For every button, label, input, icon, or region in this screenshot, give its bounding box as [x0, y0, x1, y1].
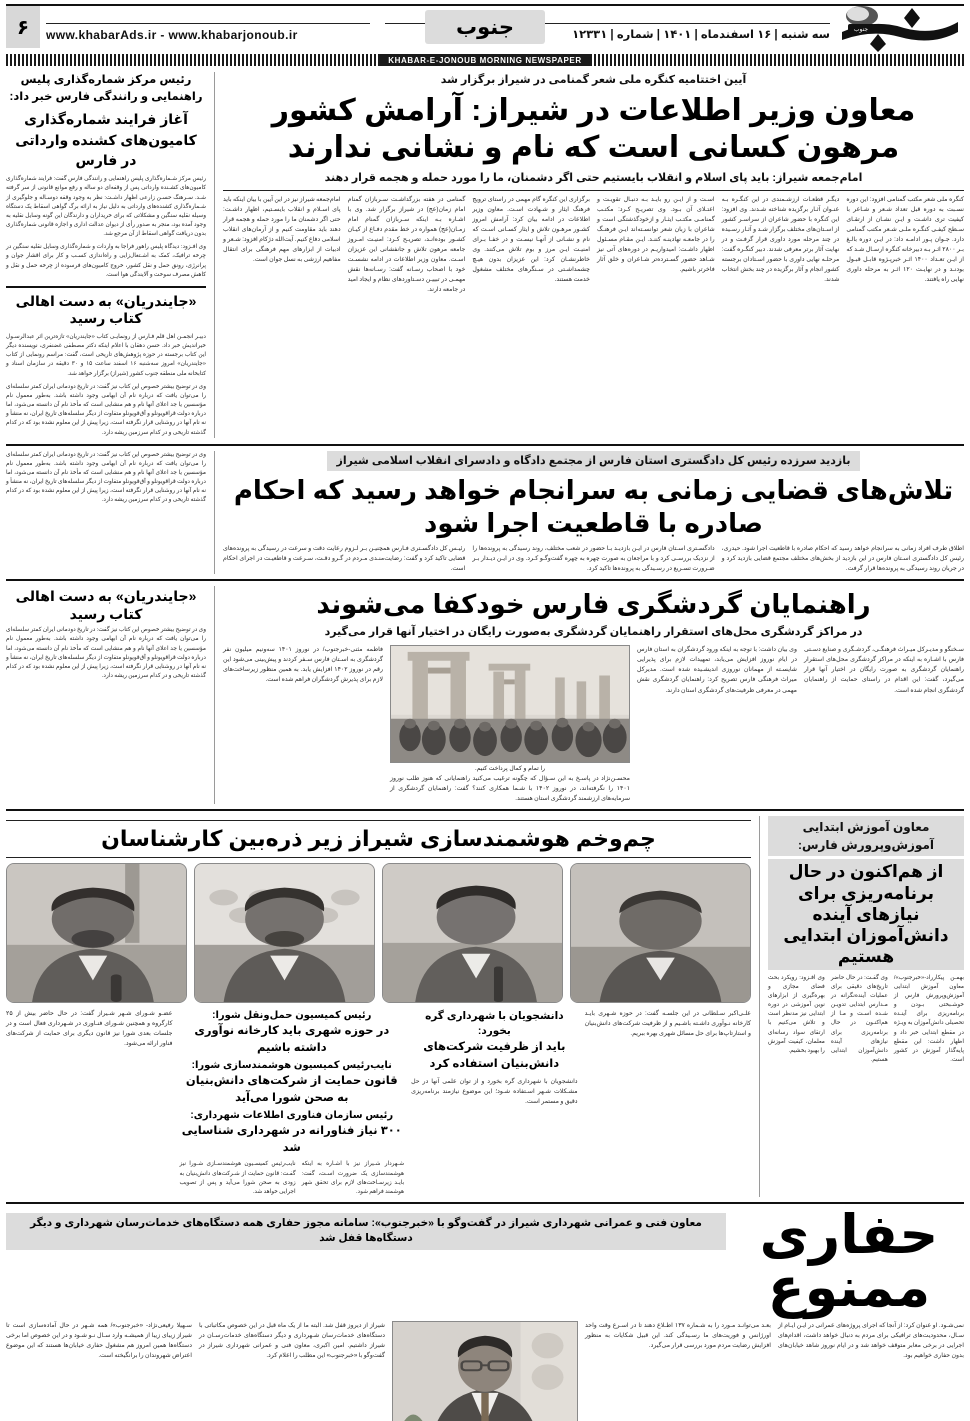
site-rule	[46, 23, 370, 24]
expert-portrait	[382, 863, 563, 1003]
judiciary-body-columns	[223, 544, 964, 574]
khabar-logo-icon	[834, 2, 964, 52]
section-title: جنوب	[425, 10, 545, 44]
lead-paragraph: امام‌جمعه شیراز نیز در این آیین با بیان اینکه باید پای اسـلام و انقلاب بایسـتیم، اظهار داشـت: حتی اگر دشمنان ما را مورد حمله و هجمه قرار دهند باید مقاومت کنیم و از آرمان‌های انقلاب اسلامی دفاع کنیم. آیت‌الله دژکام افزود: شـعر و ادبیات از ابزارهای مهم فرهنگی برای انتقال مفاهیم ارزشی به نسل جوان است.	[222, 196, 341, 264]
smartcity-paragraph: عضـو شـورای شـهر شـیراز گفت: در حال حاضر بیش از ۲۵ کارگروه و همچنین شـورای فنـاوری در شـهرداری فعال است و در جلسات بعدی شورا نیز قانون دیگری برای حمایت از شرکت‌های فناور ارائه می‌شود.	[6, 1009, 173, 1048]
english-strip-band	[6, 54, 964, 66]
smart-city-body-area	[6, 1009, 751, 1197]
smartcity-top-rule	[6, 820, 751, 821]
expert-portrait	[6, 863, 187, 1003]
tourism-paragraph: وی بیان داشت: با توجه به اینکه ورود گردشگران به استان فارس در ایام نوروز افزایش می‌یابد، تمهیدات لازم برای پذیرایی شایسـته از مهمانان نوروزی اندیشـیده شده است. مدیرکل میراث فرهنگی فارس تصریح کرد: راهنمایان گردشگری نقش مهمی در معرفی ظرفیت‌های گردشگری استان دارند.	[637, 646, 797, 694]
column-divider	[214, 586, 215, 804]
tourism-paragraph: سـخنگو و مدیـرکل میـراث فرهنگـی، گردشـگری و صنایع دسـتی فارس با اشـاره به اینکه در مراکز گردشگری محل‌های استقرار راهنمایان گردشگری به صورت رایگان در اختیار آنها قرار می‌گیرد، گفت: این اقدام در راستای حمایت از راهنمایان گردشگری انجام شده است.	[804, 646, 964, 694]
person-portrait-icon	[393, 1322, 577, 1421]
drilling-kicker: معاون فنی و عمرانی شهرداری شیراز در گفت‌وگو با «خبرجنوب»: سامانه مجوز حفاری همه دستگاه‌های خدمات‌رسان شهرداری و دیگر دستگاه‌ها قفل شد	[6, 1213, 726, 1249]
lead-body-columns	[223, 195, 964, 295]
persepolis-tourists-photo	[390, 645, 630, 763]
lead-kicker: آیین اختتامیه کنگره ملی شعر گمنامی در شیراز برگزار شد	[440, 74, 747, 86]
person-portrait-icon	[571, 864, 750, 1002]
center-box-line: رئیس سازمان فناوری اطلاعات شهرداری:	[190, 1109, 394, 1121]
drilling-big-word[interactable]: حفاری ممنوع	[759, 1205, 939, 1319]
education-paragraph: وی افـزود: رویکرد بحث فضای مجازی و بهره‌گیری از ابزارهای نوین آموزشی در دوره ابتدایی نیز مدنظر است و تلاش می‌کنیم با ارتقای سواد رسانه‌ای معلمان، کیفیت آموزش را بهبود بخشیم.	[768, 974, 825, 1054]
book-headline-2[interactable]: «جایندریان» به دست اهالی کتاب رسید	[15, 588, 197, 622]
drilling-section	[6, 1205, 964, 1421]
page-number: ۶	[6, 6, 40, 48]
tourism-subhead: در مراکز گردشگری محل‌های استقرار راهنمایان گردشگری به‌صورت رایگان در اختیار آنها قرار می‌گیرد	[324, 625, 863, 638]
smartcity-leftbox-line: دانشجویان با شهرداری گره بخورد:	[425, 1009, 564, 1038]
lead-paragraph: کنگره ملی شعر مکتب گمنامی افزود: این دوره نسـبت به دوره قبل تعداد شـعر و شـاعر با کیفیت تری داشـت و ایـن نشـان از ارتقـای سـطح کیفـی کنگـره ملـی شـعر مکتب گمنامی دارد. جـوان پـور ادامـه داد: در ایـن دوره بالـغ بـر ۲۸۰۰ اثـر بـه دبیرخانه کنگره ارسـال شـد که از ایـن تعـداد ۱۴۰۰ اثـر خبرپـژوه قابـل قبـول بودنـد و در نهایـت ۱۲۰ اثـر به مرحله داوری نهایی راه یافتند.	[846, 196, 964, 284]
drilling-paragraph: شیراز از دیروز قفل شد. البته ما از یک ماه قبل در این خصوص مکاتباتی با دستگاه‌های خدمات‌رسان شـهرداری و دیگر دستگاه‌های خدمات‌رسـان در شیراز داشتیم. امین اکبری، معاون فنی و عمرانی شهرداری شیراز در گفت‌وگو با «خبرجنوب» این مطلب را اعلام کرد.	[199, 1321, 385, 1360]
expert-portrait	[194, 863, 375, 1003]
book-headline[interactable]: «جایندریان» به دست اهالی کتاب رسید	[15, 292, 197, 327]
section-divider	[6, 809, 964, 811]
smartcity-bottom-rule	[6, 857, 751, 858]
education-kicker: معاون آموزش ابتدایی آموزش‌وپرورش فارس:	[768, 816, 964, 856]
smartcity-paragraph: نایب‌رئیس کمیسـیون هوشمندسـازی شـورا نیز گفـت: قانون حمایت از شـرکت‌های دانش‌بنیان به زودی به صحن شورا می‌آید و پس از تصویب اجرایی خواهد شد.	[179, 1161, 296, 1195]
smartcity-paragraph: علـی‌اکبر سـلطانی در این جلسـه گفت: در حوزه شـهری بایـد کارخانه نـوآوری داشـته باشـیم و از ظرفیت شرکت‌های دانش‌بنیان و استارتاپ‌ها برای حل مسائل شهری بهره ببریم.	[584, 1009, 751, 1038]
section-divider	[6, 579, 964, 581]
tourism-body-area	[223, 645, 964, 804]
expert-portraits-row	[6, 863, 751, 1003]
drilling-photo-column	[392, 1321, 578, 1421]
tourism-photo-caption: را تمام و کمال پرداخت کنیم.	[474, 766, 546, 773]
lead-headline[interactable]: معاون وزیر اطلاعات در شیراز: آرامش کشور مرهون کسانی است که نام و نشانی ندارند	[271, 93, 916, 164]
tourism-headline[interactable]: راهنمایان گردشگری فارس خودکفا می‌شوند	[316, 589, 871, 620]
tourism-photo-column	[390, 645, 630, 804]
trucks-paragraph: رئیس مرکز شـماره‌گذاری پلیس راهنمایی و رانندگی فارس گفت: فرایند شماره‌گذاری کامیون‌های کشـنده وارداتی پس از وقفه‌ای دو ساله و رفع موانع قانونی از سر گرفته شـد. سـرهنگ حسـن زارعی اظهار داشـت: نظر به وجود وقفه دوسـاله و جلوگیری از شـماره‌گذاری کشنده‌های وارداتی به دلیل نیاز به ارائه برگ گواهی اسقاط یک دستگاه وسیله نقلیه سنگین و مشکلاتی که برای خریداران و دارندگان این گونه وسایل نقلیه به وجود آمده بود، منجر به صدور رأی از دیوان عدالت اداری و اجازه قانونی شماره‌گذاری بدون دریافت گواهی اسقاط از آن مرجع شد.	[6, 176, 206, 238]
book-paragraph: وی در توضیح بیشتر خصوص این کتاب نیز گفت: در تاریخ دودمانی ایران کمتر سلسله‌ای را می‌توان یافت که درباره نام آن ابهامی وجود داشته باشد. به‌طور معمول نام مؤسسین یا جد اعلای آنها نام و هم منشایی است که مأخذ نام آن دانسته می‌شود، اما درباره دولت قراقویونلو و آق‌قویونلو متفاوت از دیگر سلسله‌های تاریخ ایران، نه منشأ و نه نام آنها در روشنایی قرار نگرفته است، زیرا پیش از این معلوم نشده بود که در کدام گذشته تاریخی و در کدام سرزمین ریشه دارد.	[6, 383, 206, 436]
tourism-paragraph: محسـن‌نژاد در پاسـخ به این سـؤال که چگونه ترغیب می‌کنید راهنمایانی که هنوز طلب نوروز ۱۴۰۱ را نگرفته‌اند، در نوروز ۱۴۰۲ با شـما همکاری کنند؟ گفت: راهنمایان گردشگری از سرمایه‌های ارزشمند گردشگری استان هستند.	[390, 775, 631, 803]
judiciary-kicker: بازدید سرزده رئیس کل دادگستری استان فارس از مجتمع دادگاه و دادسرای انقلاب اسلامی شیراز	[327, 451, 861, 472]
lead-paragraph: گمنامی در هفته بزرگداشـت سـربازان گمنام امام زمان(عج) در شیراز برگزار شد. وی با اشـاره بـه اینکه سـربازان گمنام امام زمـان(عج) همواره در خط مقدم دفـاع از کیـان کشـور بوده‌انـد، تصریـح کـرد: امنیـت امـروز جامعه مرهون تلاش و جانفشانی این عزیزان اسـت. معاون وزیر اطلاعات در ادامه نشسـت خود با اصحاب رسـانه گفت: رسـانه‌ها نقش مهمـی در تبییـن دسـتاوردهای نظام و ایجاد امید در جامعه دارند.	[347, 196, 466, 294]
drilling-paragraph: سـهیلا رفیعی‌نژاد- «خبرجنوب»/ همه شـهر در حال آماده‌سازی است تا شیراز زیبای زیبا از همیشـه وارد سـال نـو شـود و در این خصوص اما برخی دستگاه‌ها همین امروز هم مشغول حفاری خیابان‌ها هستند که این موضوع اعتراض شهروندان را برانگیخته است.	[6, 1321, 192, 1360]
center-box-line: نایب‌رئیس کمیسیون هوشمندسازی شورا:	[191, 1059, 392, 1071]
drilling-paragraph: بعـد می‌توانـد مـورد را به شـماره ۱۳۷ اطـلاع دهند تا در اسـرع وقت واحد اورژانس و فوریت‌های ما رسـیدگی کند. این قبیل شکایات به منظور افزایش رضایت مردم مورد بررسی قرار می‌گیرد.	[585, 1321, 771, 1350]
official-portrait-photo	[392, 1321, 578, 1421]
persepolis-ruins-illustration	[391, 646, 629, 762]
education-body-columns	[768, 974, 964, 1066]
lead-paragraph: برگزاری این کنگره گام مهمی در راستای ترویج فرهنگ ایثار و شـهادت اسـت. معاون وزیر اطلاعات در ادامه بیان کرد: آرامش امروز کشـور مرهـون تلاش و ایثار کسـانی اسـت که نام و نشـانی از آنهـا نیسـت و در خفـا بـرای امنیـت ایـن مرز و بوم تلاش می‌کنند. وی خاطرنشـان کرد: این عزیزان بدون هیـچ چشمداشـتی در سـنگرهای مختلف مشغول خدمت هستند.	[472, 196, 590, 284]
judiciary-kicker-wrap	[223, 451, 964, 472]
education-headline[interactable]: از هم‌اکنون در حال برنامه‌ریزی برای نیازهای آینده دانش‌آموزان ابتدایی هستیم	[768, 859, 964, 969]
lead-divider	[223, 190, 964, 191]
smartcity-left-box-column	[411, 1009, 577, 1197]
expert-portrait	[570, 863, 751, 1003]
drilling-paragraph: نمی‌شـود. او عنوان کرد: از آنجا که اجرای پروژه‌های عمرانی در ایـن ایـام از سـال، محدودیت‌های ترافیکی برای مردم به دنبال خواهد داشت، اقدام‌های اجرایی در برخی معابر متوقف خواهد شد و در ایام نوروز شاهد خیابان‌های بدون حفاری خواهیم بود.	[778, 1321, 964, 1360]
publication-date: سه شنبه | ۱۶ اسفندماه | ۱۴۰۱ | شماره | ۱۲۳۳۱	[572, 29, 830, 41]
education-paragraph: وی گفـت: در حال حاضر تاریخ‌های دقیقی برای عملیات آینده‌نگرانه در مـدارس ابتدایی تدویـن شـده اسـت و مـا از هم‌اکنـون در حال برنامه‌ریزی برای نیازهای آینده دانش‌آموزان ابتدایی هستیم.	[830, 974, 888, 1064]
tourism-paragraph: فاطمه مثنی‌-خبرجنوب/ در نوروز ۱۴۰۱ سه‌ونیم میلیون نفر گردشگری به اسـتان فارس سـفر کردند و پیش‌بینی می‌شود این رقم در نوروز ۱۴۰۲ افزایش یابد. به همین منظور زیرساخت‌های لازم برای پذیرش گردشگران فراهم شده است.	[223, 646, 384, 684]
smartcity-leftbox-line: باید از ظرفیت شرکت‌های دانش‌بنیان استفاده کرد	[423, 1041, 566, 1071]
center-box-body	[179, 1160, 404, 1197]
center-box-line: قانون حمایت از شرکت‌های دانش‌بنیان به صحن شورا می‌آید	[185, 1075, 398, 1104]
book-paragraph-2: وی در توضیح بیشتر خصوص این کتاب نیز گفت: در تاریخ دودمانی ایران کمتر سلسله‌ای را می‌توان یافت که درباره نام آن ابهامی وجود داشته باشد. به‌طور معمول نام مؤسسین یا جد اعلای آنها نام و هم منشایی است که مأخذ نام آن دانسته می‌شود، اما درباره دولت قراقویونلو و آق‌قویونلو متفاوت از دیگر سلسله‌های تاریخ ایران، نه منشأ و نه نام آنها در روشنایی قرار نگرفته است، زیرا پیش از این معلوم نشده بود که در کدام گذشته تاریخی و در کدام سرزمین ریشه دارد.	[6, 627, 206, 680]
masthead-top-rule	[6, 4, 964, 6]
sidebar-divider	[6, 286, 206, 288]
column-divider	[214, 72, 215, 438]
smart-city-headline[interactable]: چم‌وخم هوشمندسازی شیراز زیر ذره‌بین کارشناسان	[101, 826, 656, 852]
judiciary-paragraph: اطلاق طرف افراد زمانی به سرانجام خواهد رسید که احکام صادره با قاطعیت اجرا شود. حیدری، رئیس کل دادگستری اسـتان فارس در این بازدید از بخش‌های مختلف مجتمع قضایی بازدید کرد و در جریان روند رسیدگی به پرونده‌ها قرار گرفت.	[721, 545, 964, 573]
lead-paragraph: دیگـر قطعـات ارزشـمندی در این کنگـره بـه عنـوان آثـار برگزیده شناخته شـدند. وی افزود: این کنگره با حضور شاعران از سراسـر کشور از اسـتان‌های مختلف برگزار شـد و آثـار رسـیده در چند مرحله مورد داوری قرار گرفـت و در نهایت آثار برتر معرفی شدند. دبیر کنگـره گفت: مرحلـه نهایی داوری با حضور اسـتادان برجسته کشور انجام و آثار برگزیده در چند بخش انتخاب شدند.	[721, 196, 840, 284]
right-sidebar-book	[6, 586, 206, 804]
smartcity-center-box	[179, 1009, 404, 1197]
sidebar-continued-paragraph: وی در توضیح بیشتر خصوص این کتاب نیز گفت: در تاریخ دودمانی ایران کمتر سلسله‌ای را می‌توان یافت که درباره نام آن ابهامی وجود داشته باشد. به‌طور معمول نام مؤسسین یا جد اعلای آنها نام و هم منشایی است که مأخذ نام آن دانسته می‌شود، اما درباره دولت قراقویونلو و آق‌قویونلو متفاوت از دیگر سلسله‌های تاریخ ایران، نه منشأ و نه نام آنها در روشنایی قرار نگرفته است، زیرا پیش از این معلوم نشده بود که در کدام گذشته تاریخی و در کدام سرزمین ریشه دارد.	[6, 451, 206, 504]
person-portrait-icon	[383, 864, 562, 1002]
masthead	[0, 0, 970, 52]
education-column	[768, 816, 964, 1197]
svg-text:جنوب: جنوب	[853, 26, 869, 33]
lead-subhead: امام‌جمعه شیراز: باید پای اسلام و انقلاب بایستیم حتی اگر دشمنان، ما را مورد حمله و هجمه قرار دهند	[324, 171, 863, 184]
website-urls[interactable]: www.khabarAds.ir - www.khabarjonoub.ir	[46, 28, 298, 42]
judiciary-headline[interactable]: تلاش‌های قضایی زمانی به سرانجام خواهد رسید که احکام صادره با قاطعیت اجرا شود	[233, 475, 954, 538]
education-paragraph: بهمـن پیکارراد-«خبرجنوب»/معاون آموزش ابتدایی آموزش‌وپرورش فارس از خوشـبختی بـودن و برنامه‌ریزی برای آینـده تحصیلی دانش‌آموزان به ویـژه در مقطع ابتدایی خبر داد و اظهار داشت: این مقطع پایه‌گذار آموزش در کشور است.	[893, 974, 964, 1064]
drilling-body-area	[6, 1321, 964, 1421]
english-newspaper-name: KHABAR-E-JONOUB MORNING NEWSPAPER	[380, 54, 590, 66]
trucks-kicker: رئیس مرکز شماره‌گذاری پلیس راهنمایی و رانندگی فارس خبر داد:	[9, 74, 203, 103]
newspaper-logo	[834, 2, 964, 52]
center-box-line: ۳۰۰ نیاز فناورانه در شهرداری شناسایی شد	[181, 1125, 402, 1154]
center-box-line: در حوزه شهری باید کارخانه نوآوری داشته باشیم	[194, 1025, 390, 1055]
judiciary-paragraph: رئیـس کل دادگسـتری فـارس همچنیـن بـر لـزوم رعایت دقت و سرعت در رسیدگی به پرونده‌های قضایی تاکید کرد و گفت: رضایت‌منـدی مـردم در گـرو دقـت، سـرعت و قاطعیـت در اجرای احکام است.	[223, 545, 466, 573]
person-portrait-icon	[7, 864, 186, 1002]
person-portrait-icon	[195, 864, 374, 1002]
judiciary-paragraph: دادگسـتری اسـتان فارس در ایـن بازدیـد بـا حضور در شعب مختلف، روند رسیدگی به پرونده‌ها را از نزدیک بررسـی کرد و با مراجعان به صورت چهره به چهره گفت‌وگـو کـرد. وی در ایـن دیـدار بـر ضـرورت تسـریع در رسـیدگی به پرونده‌ها تاکید کرد.	[472, 545, 715, 573]
section-divider	[6, 1202, 964, 1204]
right-sidebar-continued	[6, 451, 206, 575]
smart-city-section	[6, 816, 751, 1197]
smartcity-paragraph: شـهردار شـیراز نیز با اشـاره به اینکه هوشمندسازی یک ضرورت اسـت، گفت: بایـد زیرسـاخت‌های لازم برای تحقق شهر هوشمند فراهم شود.	[301, 1161, 405, 1195]
right-sidebar	[6, 72, 206, 438]
smartcity-paragraph: دانشجویان با شهرداری گره بخورد و از توان علمی آنها در حل مشـکلات شـهر اسـتفاده شـود؛ این موضوع نیازمند برنامه‌ریزی دقیق و مستمر است.	[411, 1077, 578, 1105]
book-paragraph: دبیـر انجمـن اهل قلم فـارس از رونمایـی کتاب «جایندریان» تازه‌ترین اثر عبدالرسـول خیراندیش خبر داد. حسن دهقان با اعلام اینکه دکتر مصطفی غضنفری، نویسنده دیگر این کتاب برجسته در حوزه پژوهش‌های تاریخی است، گفت: مراسم رونمایی از کتاب «جایندریان» امروز سه‌شنبه ۱۶ اسفند ساعت ۱۵ و ۳۰ دقیقه در سازمان اسناد و کتابخانه ملی منطقه جنوب کشور (شیراز) برگزار خواهد شد.	[6, 333, 207, 377]
section-divider	[6, 444, 964, 446]
center-box-line: رئیس کمیسیون حمل‌ونقل شورا:	[212, 1009, 372, 1021]
trucks-paragraph: وی افـزود: دیدگاه پلیس راهور فراجا به واردات و شماره‌گذاری وسایل نقلیه سنگین در چرخه ترافیک، کمک به اشـتغال‌زایی و راه‌اندازی کسـب و کار برای اقشار جوان و پرانرژی، رونق حمل و نقل کشور، خروج کامیون‌های فرسوده از چرخه حمل و نقل و کاهش مصرف سوخت و آلایندگی هوا است.	[6, 244, 206, 278]
column-divider	[759, 816, 760, 1197]
column-divider	[214, 451, 215, 575]
trucks-headline[interactable]: آغاز فرایند شماره‌گذاری کامیون‌های کشنده وارداتی در فارس	[15, 111, 197, 168]
lead-paragraph: اسـت و از ایـن رو بایـد بـه دنبـال تقویـت و اعتـلای آن بـود. وی تصریـح کـرد: مکتـب گمنامـی مکتـب ایثـار و ازخودگذشتگی است و شاعران با زبان شعر توانسـته‌اند ایـن فرهنـگ را در جامعـه نهادینـه کننـد. ایـن مقـام مسـئول اظهار داشـت: امیدواریـم در دوره‌های آتی نیز شـاهد حضور گسـترده‌تر شـاعران و خلق آثار فاخرتر باشیم.	[596, 196, 715, 274]
